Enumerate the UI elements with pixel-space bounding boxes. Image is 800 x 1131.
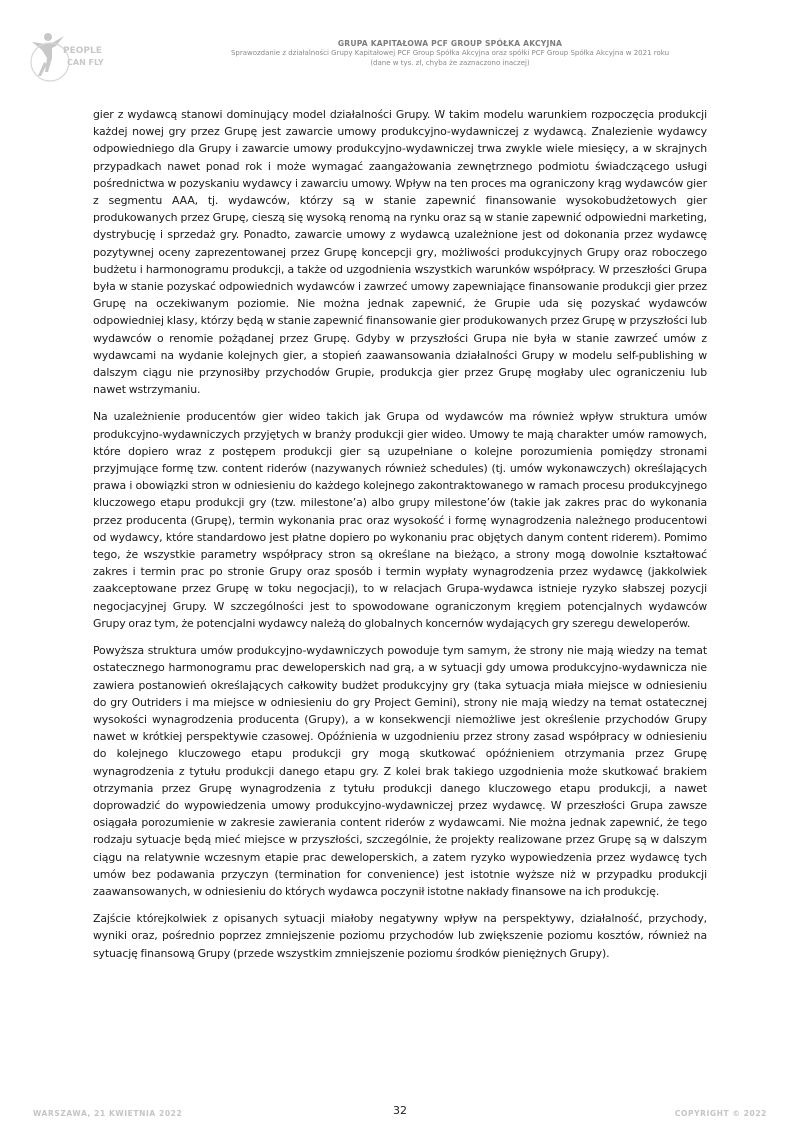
people-can-fly-logo-icon [30,28,104,86]
footer-copyright: COPYRIGHT © 2022 [674,1109,767,1118]
header-report-title: Sprawozdanie z działalności Grupy Kapitałowej PCF Group Spółka Akcyjna oraz spółki PCF Group Spółka Akcyjna w 2021 roku [230,49,670,57]
page-number: 32 [393,1104,407,1117]
company-logo [30,28,104,86]
logo-text-line2: CAN FLY [67,58,104,67]
paragraph-3: Powyższa struktura umów produkcyjno-wydawniczych powoduje tym samym, że strony nie mają wiedzy na temat ostatecznego harmonogramu prac deweloperskich nad grą, a w sytuacji gdy umowa produkcyjno-wydawnicza nie zawiera postanowień określających całkowity budżet produkcyjny gry (taka sytuacja miała miejsce w odniesieniu do gry Outriders i ma miejsce w odniesieniu do gry Project Gemini), strony nie mają wiedzy na temat ostatecznej wysokości wynagrodzenia producenta (Grupy), a w konsekwencji niemożliwe jest określenie przychodów Grupy nawet w krótkiej perspektywie czasowej. Opóźnienia w uzgodnieniu przez strony zasad współpracy w odniesieniu do kolejnego kluczowego etapu produkcji gry mogą skutkować opóźnieniem otrzymania przez Grupę wynagrodzenia z tytułu produkcji danego etapu gry. Z kolei brak takiego uzgodnienia może skutkować brakiem otrzymania przez Grupę wynagrodzenia z tytułu produkcji danego kluczowego etapu produkcji, a nawet doprowadzić do wypowiedzenia umowy produkcyjno-wydawniczej przez wydawcę. W przeszłości Grupa zawsze osiągała porozumienie w zakresie zawierania content riderów z wydawcami. Nie można jednak zapewnić, że tego rodzaju sytuacje będą mieć miejsce w przyszłości, szczególnie, że projekty realizowane przez Grupę są w dalszym ciągu na relatywnie wczesnym etapie prac deweloperskich, a zatem ryzyko wypowiedzenia przez wydawcę tych umów bez podawania przyczyn (termination for convenience) jest istotnie wyższe niż w przypadku produkcji zaawansowanych, w odniesieniu do których wydawca poczynił istotne nakłady finansowe na ich produkcję. [93,644,707,898]
paragraph-4: Zajście którejkolwiek z opisanych sytuacji miałoby negatywny wpływ na perspektywy, działalność, przychody, wyniki oraz, pośrednio poprzez zmniejszenie poziomu przychodów lub zwiększenie poziomu kosztów, również na sytuację finansową Grupy (przede wszystkim zmniejszenie poziomu środków pieniężnych Grupy). [93,912,707,960]
document-body [93,106,707,972]
header-company: GRUPA KAPITAŁOWA PCF GROUP SPÓŁKA AKCYJNA [337,39,563,48]
paragraph-2: Na uzależnienie producentów gier wideo takich jak Grupa od wydawców ma również wpływ struktura umów produkcyjno-wydawniczych przyjętych w branży produkcji gier wideo. Umowy te mają charakter umów ramowych, które dopiero wraz z postępem produkcji gier są uzupełniane o kolejne porozumienia pomiędzy stronami przyjmujące formę tzw. content riderów (nazywanych również schedules) (tj. umów wykonawczych) określających prawa i obowiązki stron w odniesieniu do każdego kolejnego zakontraktowanego w ramach procesu produkcyjnego kluczowego etapu produkcji gry (tzw. milestone’a) albo grupy milestone’ów (takie jak zakres prac do wykonania przez producenta (Grupę), termin wykonania prac oraz wysokość i formę wynagrodzenia należnego producentowi od wydawcy, które standardowo jest płatne dopiero po wykonaniu prac objętych danym content riderem). Pomimo tego, że wszystkie parametry współpracy stron są określane na bieżąco, a strony mogą dowolnie kształtować zakres i termin prac po stronie Grupy oraz sposób i termin wypłaty wynagrodzenia przez wydawcę (jakkolwiek zaakceptowane przez Grupę w toku negocjacji), to w relacjach Grupa-wydawca istnieje ryzyko słabszej pozycji negocjacyjnej Grupy. W szczególności jest to spowodowane ograniczonym kręgiem potencjalnych wydawców Grupy oraz tym, że potencjalni wydawcy należą do globalnych koncernów wydających gry szeregu deweloperów. [93,410,707,630]
footer-date: WARSZAWA, 21 KWIETNIA 2022 [33,1109,183,1118]
page-header [100,39,800,68]
paragraph-1: gier z wydawcą stanowi dominujący model działalności Grupy. W takim modelu warunkiem rozpoczęcia produkcji każdej nowej gry przez Grupę jest zawarcie umowy produkcyjno-wydawniczej z wydawcą. Znalezienie wydawcy odpowiedniego dla Grupy i zawarcie umowy produkcyjno-wydawniczej trwa zwykle wiele miesięcy, a w skrajnych przypadkach nawet ponad rok i może wymagać zaangażowania zewnętrznego podmiotu świadczącego usługi pośrednictwa w pozyskaniu wydawcy i zawarciu umowy. Wpływ na ten proces ma ograniczony krąg wydawców gier z segmentu AAA, tj. wydawców, którzy są w stanie zapewnić finansowanie wysokobudżetowych gier produkowanych przez Grupę, cieszą się wysoką renomą na rynku oraz są w stanie zapewnić odpowiedni marketing, dystrybucję i sprzedaż gry. Ponadto, zawarcie umowy z wydawcą uzależnione jest od dokonania przez wydawcę pozytywnej oceny zaprezentowanej przez Grupę koncepcji gry, możliwości produkcyjnych Grupy oraz roboczego budżetu i harmonogramu produkcji, a także od uzgodnienia wszystkich warunków współpracy. W przeszłości Grupa była w stanie pozyskać odpowiednich wydawców i zawrzeć umowy zapewniające finansowanie produkcji gier przez Grupę na oczekiwanym poziomie. Nie można jednak zapewnić, że Grupie uda się pozyskać wydawców odpowiedniej klasy, którzy będą w stanie zapewnić finansowanie gier produkowanych przez Grupę w przyszłości lub wydawców o renomie pożądanej przez Grupę. Gdyby w przyszłości Grupa nie była w stanie zawrzeć umów z wydawcami na wydanie kolejnych gier, a stopień zaawansowania działalności Grupy w modelu self-publishing w dalszym ciągu nie przynosiłby przychodów Grupie, produkcja gier przez Grupę mogłaby ulec ograniczeniu lub nawet wstrzymaniu. [93,108,707,397]
logo-text-line1: PEOPLE [63,46,102,56]
header-units-note: (dane w tys. zł, chyba że zaznaczono inaczej) [370,58,530,67]
